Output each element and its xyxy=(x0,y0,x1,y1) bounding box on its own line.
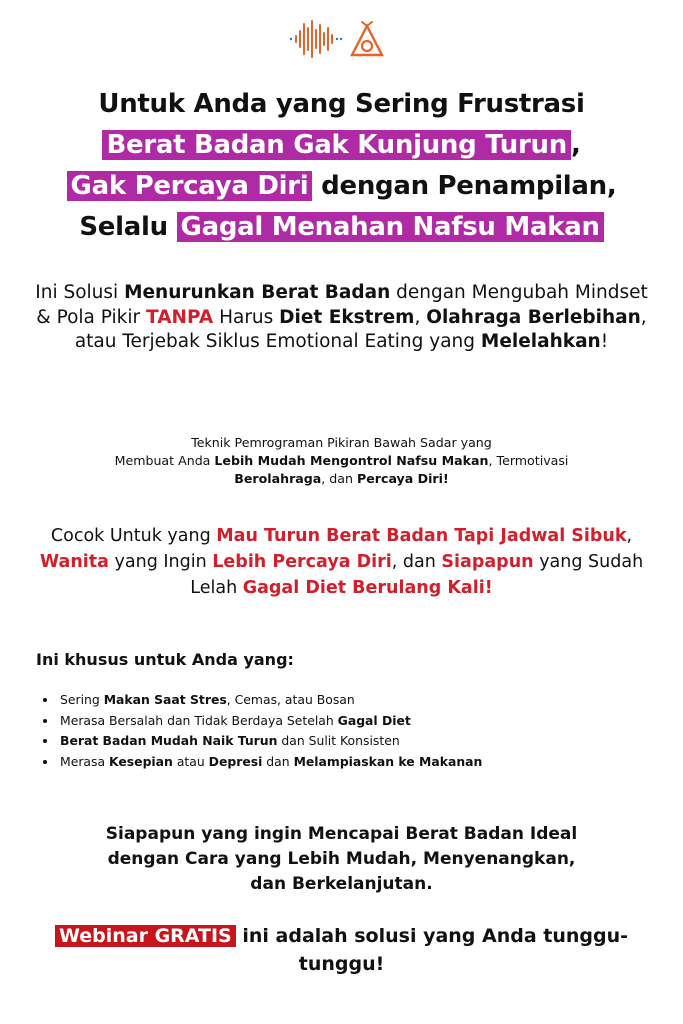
cocok-red: Wanita xyxy=(39,552,109,572)
tech-bold: Percaya Diri! xyxy=(357,471,449,486)
list-item xyxy=(58,752,658,773)
list-item xyxy=(58,690,658,711)
tech-line-1: Teknik Pemrograman Pikiran Bawah Sadar yang xyxy=(191,435,492,450)
item-text: dan Sulit Konsisten xyxy=(277,733,400,748)
item-text: Sering xyxy=(60,692,104,707)
target-audience-text xyxy=(20,523,663,601)
item-bold: Makan Saat Stres xyxy=(103,692,227,707)
webinar-cta xyxy=(30,922,653,978)
item-text: Merasa xyxy=(60,753,109,769)
cocok-text: , dan xyxy=(391,552,442,572)
tech-text: Membuat Anda xyxy=(114,453,215,468)
bullet-list xyxy=(40,690,658,772)
sub-text: , xyxy=(414,306,427,328)
cocok-red: Siapapun xyxy=(441,552,534,572)
subheadline xyxy=(30,281,653,355)
sub-text: dengan Mengubah Mindset & Pola Pikir xyxy=(36,282,648,328)
cocok-red: Mau Turun Berat Badan Tapi Jadwal Sibuk xyxy=(216,526,627,546)
item-text: , Cemas, atau Bosan xyxy=(226,692,355,707)
webinar-gratis-badge: Webinar GRATIS xyxy=(55,925,236,947)
list-item xyxy=(58,731,658,752)
headline xyxy=(20,84,663,248)
cocok-red: Gagal Diet Berulang Kali! xyxy=(242,578,493,598)
item-bold: Melampiaskan ke Makanan xyxy=(293,753,483,769)
item-text: atau xyxy=(172,753,209,769)
sub-text: Ini Solusi xyxy=(35,282,125,303)
sub-bold: Diet Ekstrem xyxy=(279,306,415,328)
headline-text: Selalu xyxy=(79,212,177,242)
sub-text: Harus xyxy=(213,306,280,328)
cocok-text: yang Ingin xyxy=(108,552,213,572)
sub-bold: Menurunkan Berat Badan xyxy=(124,282,391,303)
sub-bold: Melelahkan xyxy=(480,331,601,352)
closing-line: dengan Cara yang Lebih Mudah, Menyenangkan, xyxy=(107,849,576,869)
item-bold: Gagal Diet xyxy=(337,712,411,728)
sub-bold: Olahraga Berlebihan xyxy=(426,306,641,328)
closing-line: Siapapun yang ingin Mencapai Berat Badan Ideal xyxy=(105,824,578,844)
headline-highlight-2: Gak Percaya Diri xyxy=(67,171,313,201)
list-item xyxy=(58,711,658,732)
closing-statement xyxy=(30,822,653,897)
cocok-text: yang Sudah Lelah xyxy=(190,552,644,598)
item-text: dan xyxy=(262,753,294,769)
technique-text xyxy=(30,434,653,488)
cocok-text: Cocok Untuk yang xyxy=(50,526,217,546)
headline-text: , xyxy=(570,130,581,160)
sub-text: ! xyxy=(600,331,609,352)
tech-text: , Termotivasi xyxy=(488,453,569,468)
cocok-text: , xyxy=(626,526,633,546)
soundwave-tent-logo-icon xyxy=(0,16,683,62)
cocok-red: Lebih Percaya Diri xyxy=(212,552,392,572)
item-bold: Berat Badan Mudah Naik Turun xyxy=(60,733,278,748)
tech-bold: Lebih Mudah Mengontrol Nafsu Makan xyxy=(214,453,489,468)
tech-text: , dan xyxy=(321,471,357,486)
tech-bold: Berolahraga xyxy=(234,471,322,486)
item-bold: Depresi xyxy=(208,753,263,769)
sub-red: TANPA xyxy=(146,306,214,328)
item-bold: Kesepian xyxy=(109,753,173,769)
sub-text: , atau Terjebak Siklus Emotional Eating yang xyxy=(74,306,647,352)
headline-line-1: Untuk Anda yang Sering Frustrasi xyxy=(98,89,585,119)
headline-highlight-3: Gagal Menahan Nafsu Makan xyxy=(177,212,604,242)
headline-text: dengan Penampilan, xyxy=(312,171,617,201)
item-text: Merasa Bersalah dan Tidak Berdaya Setelah xyxy=(60,712,338,728)
section-title: Ini khusus untuk Anda yang: xyxy=(36,650,294,669)
webinar-text: ini adalah solusi yang Anda tunggu-tunggu! xyxy=(235,925,629,975)
headline-highlight-1: Berat Badan Gak Kunjung Turun xyxy=(102,130,570,160)
closing-line: dan Berkelanjutan. xyxy=(250,874,433,894)
